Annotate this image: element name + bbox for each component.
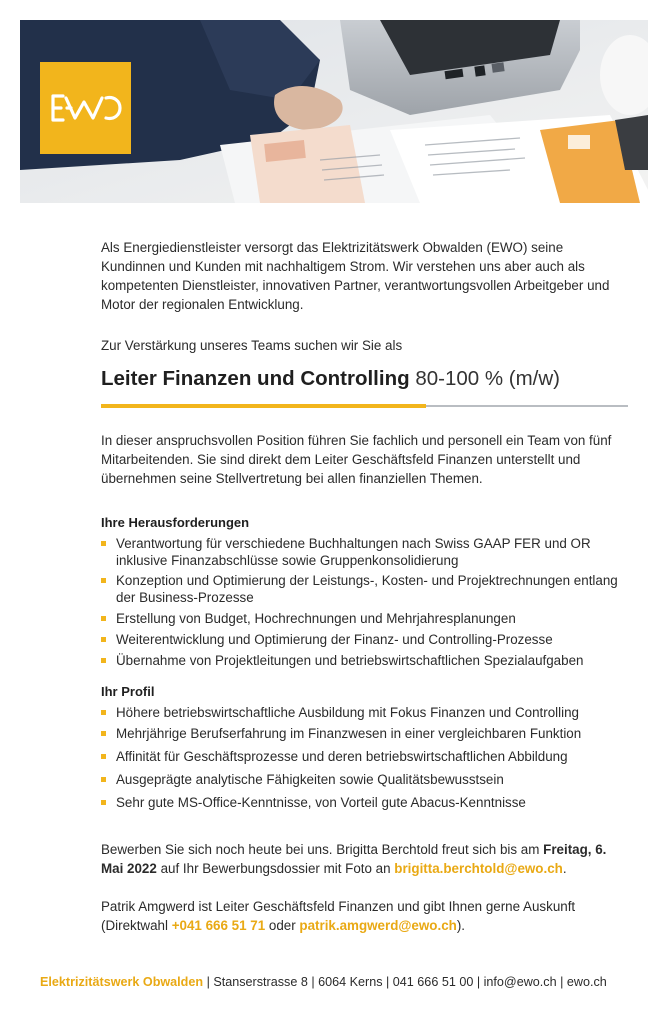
application-email-link[interactable]: brigitta.berchtold@ewo.ch xyxy=(394,861,563,876)
list-item: Erstellung von Budget, Hochrechnungen und Mehrjahresplanungen xyxy=(101,610,628,627)
list-item: Konzeption und Optimierung der Leistungs-, Kosten- und Projektrechnungen entlang der Business-Prozesse xyxy=(101,572,628,606)
challenges-list xyxy=(101,535,628,669)
intro-paragraph: Als Energiedienstleister versorgt das Elektrizitätswerk Obwalden (EWO) seine Kundinnen und Kunden mit nachhaltigem Strom. Wir verstehen uns aber auch als kompetenten Dienstleister, innovativen Partner, verantwortungsvollen Arbeitgeber und Motor der regionalen Entwicklung. xyxy=(101,240,610,312)
contact-text-3: ). xyxy=(456,918,466,933)
contact-text-1: Patrik Amgwerd ist Leiter Geschäftsfeld Finanzen und gibt Ihnen gerne Auskunft (Direktwahl xyxy=(101,899,576,933)
list-item: Verantwortung für verschiedene Buchhaltungen nach Swiss GAAP FER und OR inklusive Finanzabschlüsse sowie Gruppenkonsolidierung xyxy=(101,535,628,569)
job-title-workload: 80-100 % (m/w) xyxy=(415,367,561,390)
contact-text-2: oder xyxy=(265,918,300,933)
contact-email-link[interactable]: patrik.amgwerd@ewo.ch xyxy=(299,918,457,933)
list-item: Höhere betriebswirtschaftliche Ausbildung mit Fokus Finanzen und Controlling xyxy=(101,704,628,721)
footer xyxy=(40,975,630,989)
list-item: Mehrjährige Berufserfahrung im Finanzwesen in einer vergleichbaren Funktion xyxy=(101,725,628,742)
application-deadline: Freitag, 6. Mai 2022 xyxy=(101,842,607,876)
list-item: Übernahme von Projektleitungen und betriebswirtschaftlichen Spezialaufgaben xyxy=(101,652,628,669)
list-item: Affinität für Geschäftsprozesse und deren betriebswirtschaftlichen Abbildung xyxy=(101,748,628,765)
apply-text-2: auf Ihr Bewerbungsdossier mit Foto an xyxy=(156,861,395,876)
job-title xyxy=(101,365,560,393)
ewo-logo xyxy=(40,62,131,154)
position-description: In dieser anspruchsvollen Position führen Sie fachlich und personell ein Team von fünf Mitarbeitenden. Sie sind direkt dem Leiter Geschäftsfeld Finanzen unterstellt und übernehmen seine Stellvertretung bei allen finanziellen Themen. xyxy=(101,433,612,486)
profile-heading: Ihr Profil xyxy=(101,684,155,699)
contact-phone[interactable]: +041 666 51 71 xyxy=(171,918,266,933)
title-divider xyxy=(101,405,628,407)
list-item: Weiterentwicklung und Optimierung der Finanz- und Controlling-Prozesse xyxy=(101,631,628,648)
list-item: Ausgeprägte analytische Fähigkeiten sowie Qualitätsbewusstsein xyxy=(101,771,628,788)
footer-company: Elektrizitätswerk Obwalden xyxy=(40,975,204,989)
lead-text: Zur Verstärkung unseres Teams suchen wir Sie als xyxy=(101,338,403,353)
ewo-logo-icon xyxy=(40,62,131,154)
apply-text-1: Bewerben Sie sich noch heute bei uns. Brigitta Berchtold freut sich bis am xyxy=(101,842,544,857)
footer-details: | Stanserstrasse 8 | 6064 Kerns | 041 666 51 00 | info@ewo.ch | ewo.ch xyxy=(203,975,607,989)
profile-list xyxy=(101,704,628,811)
apply-text-3: . xyxy=(562,861,567,876)
job-title-main: Leiter Finanzen und Controlling xyxy=(101,367,410,390)
challenges-heading: Ihre Herausforderungen xyxy=(101,515,250,530)
title-divider-accent xyxy=(101,404,426,408)
application-paragraph xyxy=(101,840,628,878)
list-item: Sehr gute MS-Office-Kenntnisse, von Vorteil gute Abacus-Kenntnisse xyxy=(101,794,628,811)
contact-paragraph xyxy=(101,897,628,935)
